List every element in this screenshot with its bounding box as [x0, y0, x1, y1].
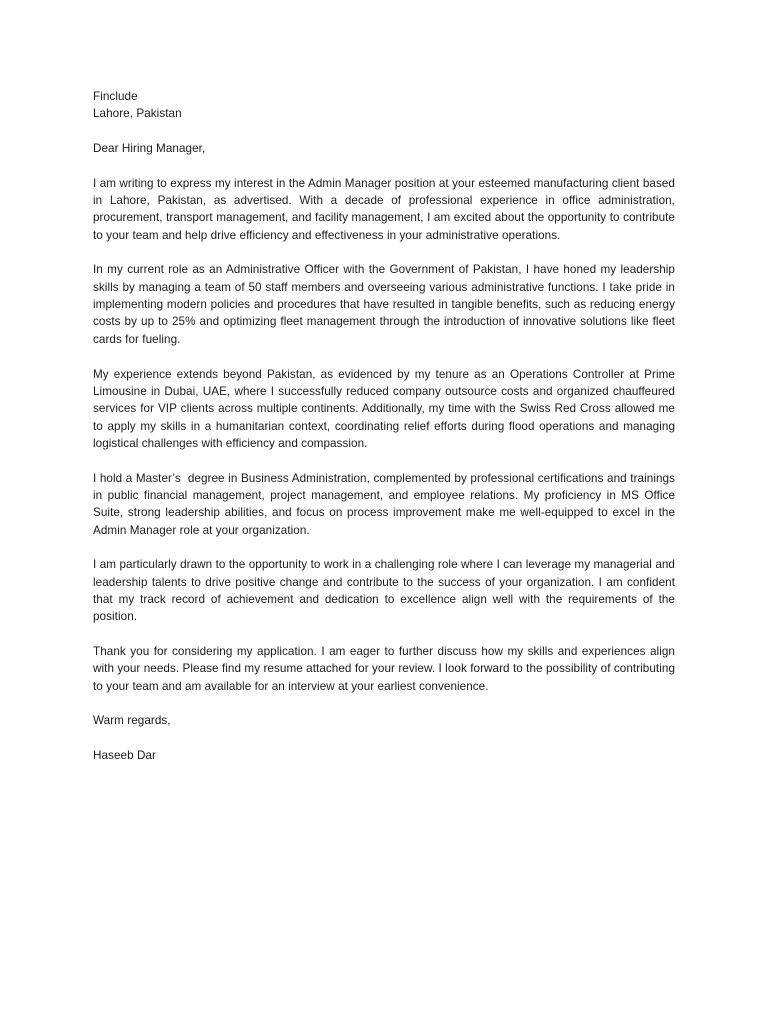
spacer-after-salutation	[93, 157, 675, 174]
spacer-para-1	[93, 244, 675, 261]
body-paragraph-5: I am particularly drawn to the opportunity to work in a challenging role where I can leverage my managerial and leadership talents to drive positive change and contribute to the success of your organization. I am confident that my track record of achievement and dedication to excellence align well with the requirements of the position.	[93, 558, 679, 624]
letter-body	[93, 88, 679, 764]
sender-company: Finclude	[93, 90, 138, 103]
sender-address-block	[93, 88, 675, 123]
body-paragraph-6: Thank you for considering my application. I am eager to further discuss how my skills and experiences align with your needs. Please find my resume attached for your review. I look forward to the possibility of contributing to your team and am available for an interview at your earliest convenience.	[93, 645, 679, 693]
body-paragraph-1: I am writing to express my interest in the Admin Manager position at your esteemed manufacturing client based in Lahore, Pakistan, as advertised. With a decade of professional experience in office administration, procurement, transport management, and facility management, I am excited about the opportunity to contribute to your team and help drive efficiency and effectiveness in your administrative operations.	[93, 176, 679, 242]
body-paragraph-3: My experience extends beyond Pakistan, as evidenced by my tenure as an Operations Controller at Prime Limousine in Dubai, UAE, where I successfully reduced company outsource costs and organized chauffeured services for VIP clients across multiple continents. Additionally, my time with the Swiss Red Cross allowed me to apply my skills in a humanitarian context, coordinating relief efforts during flood operations and managing logistical challenges with efficiency and compassion.	[93, 367, 679, 450]
spacer-para-4	[93, 539, 675, 556]
salutation: Dear Hiring Manager,	[93, 142, 206, 156]
spacer-para-3	[93, 452, 675, 469]
spacer-para-2	[93, 348, 675, 365]
spacer-after-address	[93, 123, 675, 140]
spacer-before-signature	[93, 730, 675, 747]
spacer-para-6	[93, 695, 675, 712]
body-paragraph-4: I hold a Master’s degree in Business Administration, complemented by professional certifications and trainings in public financial management, project management, and employee relations. My proficiency in MS Office Suite, strong leadership abilities, and focus on process improvement make me well-equipped to excel in the Admin Manager role at your organization.	[93, 471, 679, 537]
sender-location: Lahore, Pakistan	[93, 107, 182, 121]
closing-salutation: Warm regards,	[93, 714, 171, 728]
body-paragraph-2: In my current role as an Administrative Officer with the Government of Pakistan, I have honed my leadership skills by managing a team of 50 staff members and overseeing various administrative functions. I take pride in implementing modern policies and procedures that have resulted in tangible benefits, such as reducing energy costs by up to 25% and optimizing fleet management through the introduction of innovative solutions like fleet cards for fueling.	[93, 263, 679, 346]
signature-name: Haseeb Dar	[93, 749, 156, 763]
spacer-para-5	[93, 626, 675, 643]
